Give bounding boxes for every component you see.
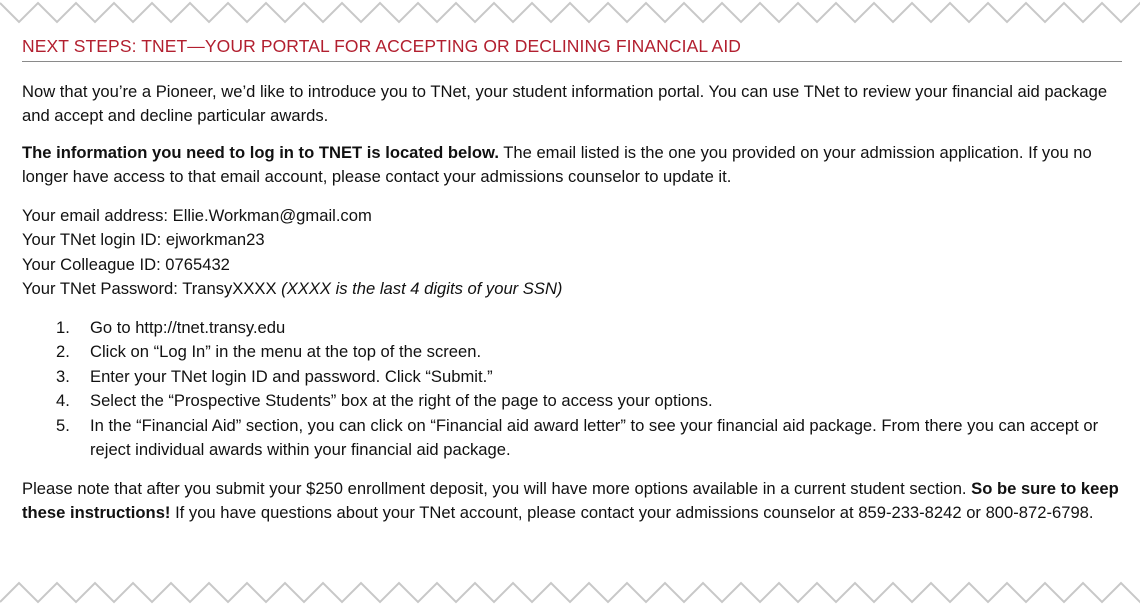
step-text: Go to http://tnet.transy.edu xyxy=(90,317,286,337)
steps-list xyxy=(22,316,1122,463)
step-number: 3. xyxy=(56,366,70,386)
colleague-id-label: Your Colleague ID: xyxy=(22,254,166,274)
document-body xyxy=(22,34,1122,526)
step-number: 5. xyxy=(56,415,70,435)
email-label: Your email address: xyxy=(22,205,173,225)
password-label: Your TNet Password: xyxy=(22,279,183,298)
credentials-block xyxy=(22,204,1122,302)
step-number: 1. xyxy=(56,317,70,337)
note-text-start: Please note that after you submit your $250 enrollment deposit, you will have more options available in a current student section. xyxy=(22,478,972,498)
step-text: Enter your TNet login ID and password. Click “Submit.” xyxy=(90,366,493,386)
step-number: 2. xyxy=(56,342,70,361)
password-row xyxy=(22,277,1122,302)
step-text: Select the “Prospective Students” box at the right of the page to access your options. xyxy=(90,391,713,410)
note-text-end: If you have questions about your TNet account, please contact your admissions counselor at 859-233-8242 or 800-872-6798. xyxy=(170,503,1094,522)
section-heading: NEXT STEPS: TNET—YOUR PORTAL FOR ACCEPTING OR DECLINING FINANCIAL AID xyxy=(22,34,1122,62)
login-id-label: Your TNet login ID: xyxy=(22,230,166,249)
login-info-bold: The information you need to log in to TNET is located below. xyxy=(22,142,499,162)
email-row xyxy=(22,204,1122,229)
login-info-text: The email listed is the one you provided on your admission application. If you no longer have access to that email account, please contact your admissions counselor to update it. xyxy=(22,142,1092,186)
password-value: TransyXXXX xyxy=(182,279,282,298)
login-id-value: ejworkman23 xyxy=(165,230,265,249)
login-id-row xyxy=(22,228,1122,253)
list-item xyxy=(22,316,1122,341)
colleague-id-value: 0765432 xyxy=(165,254,230,274)
password-note: (XXXX is the last 4 digits of your SSN) xyxy=(281,279,563,298)
email-value: Ellie.Workman@gmail.com xyxy=(172,205,372,225)
step-text: Click on “Log In” in the menu at the top of the screen. xyxy=(90,342,482,361)
list-item xyxy=(22,340,1122,365)
note-bold: So be sure to keep these instructions! xyxy=(22,478,1119,522)
torn-edge-top xyxy=(0,0,1140,32)
intro-paragraph: Now that you’re a Pioneer, we’d like to introduce you to TNet, your student information portal. You can use TNet to review your financial aid package and accept and decline particular awards. xyxy=(22,81,1108,125)
list-item xyxy=(22,414,1122,463)
step-number: 4. xyxy=(56,391,70,410)
note-paragraph xyxy=(22,477,1122,526)
login-info-paragraph xyxy=(22,141,1122,190)
list-item xyxy=(22,365,1122,390)
colleague-id-row xyxy=(22,253,1122,278)
step-text: In the “Financial Aid” section, you can click on “Financial aid award letter” to see your financial aid package. From there you can accept or reject individual awards within your financial aid package. xyxy=(90,415,1099,459)
torn-edge-bottom xyxy=(0,573,1140,605)
list-item xyxy=(22,389,1122,414)
